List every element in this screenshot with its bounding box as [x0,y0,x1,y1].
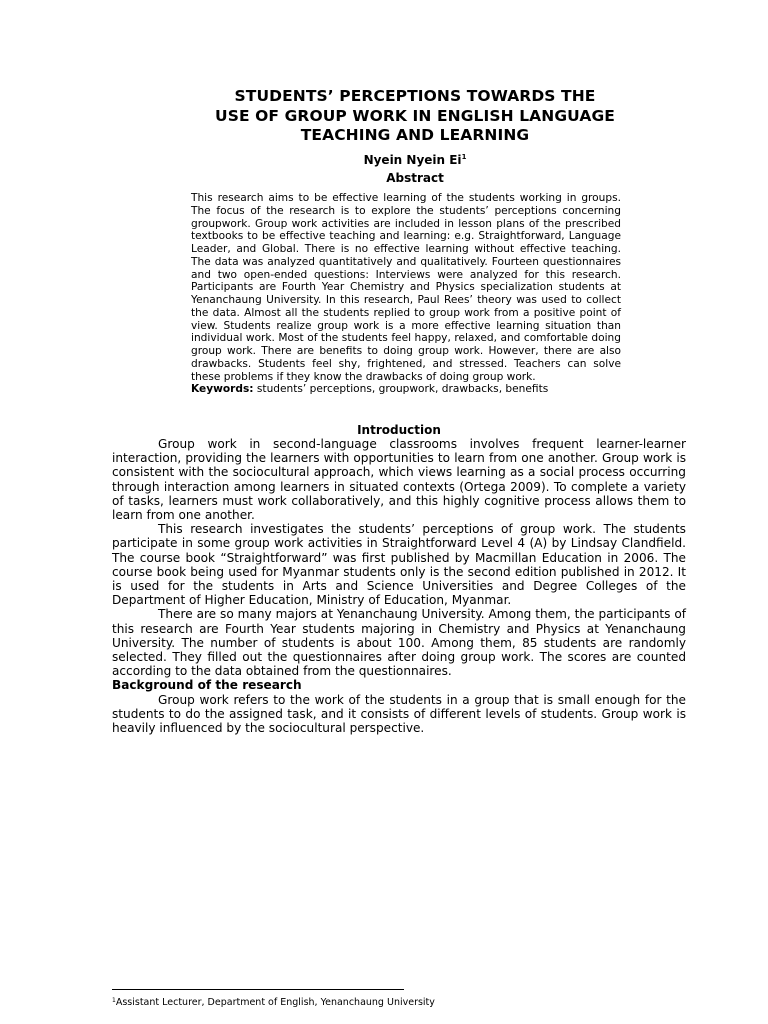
footnote [112,995,435,1009]
keywords-label: Keywords: [191,383,254,396]
paper-title [150,87,680,146]
abstract-block [191,192,621,396]
author-name: Nyein Nyein Ei [363,153,462,167]
introduction-heading: Introduction [357,423,441,437]
title-line-3: TEACHING AND LEARNING [300,126,530,144]
footnote-mark: 1 [112,997,116,1004]
intro-paragraph-1: Group work in second-language classrooms involves frequent learner-learner interaction, providing the learners with opportunities to learn from one another. Group work is consistent with the sociocultural approach, which views learning as a social process occurring through interaction among learners in situated contexts (Ortega 2009). To complete a variety of tasks, learners must work collaboratively, and this highly cognitive process allows them to learn from one another. [112,437,686,523]
background-paragraph-1: Group work refers to the work of the students in a group that is small enough for the students to do the assigned task, and it consists of different levels of students. Group work is heavily influenced by the sociocultural perspective. [112,692,686,736]
abstract-text: This research aims to be effective learning of the students working in groups. The focus of the research is to explore the students’ perceptions concerning groupwork. Group work activities are included in lesson plans of the prescribed textbooks to be effective teaching and learning: e.g. Straightforward, Language Leader, and Global. There is no effective learning without effective teaching. The data was analyzed quantitatively and qualitatively. Fourteen questionnaires and two open-ended questions: Interviews were analyzed for this research. Participants are Fourth Year Chemistry and Physics specialization students at Yenanchaung University. In this research, Paul Rees’ theory was used to collect the data. Almost all the students replied to group work from a positive point of view. Students realize group work is a more effective learning situation than individual work. Most of the students feel happy, relaxed, and comfortable doing group work. There are benefits to doing group work. However, there are also drawbacks. Students feel shy, frightened, and stressed. Teachers can solve these problems if they know the drawbacks of doing group work. [191,192,621,383]
footnote-divider [112,989,404,990]
author-footnote-mark: 1 [461,153,467,161]
keywords-line [191,383,621,396]
intro-paragraph-2: This research investigates the students’ perceptions of group work. The students participate in some group work activities in Straightforward Level 4 (A) by Lindsay Clandfield. The course book “Straightforward” was first published by Macmillan Education in 2006. The course book being used for Myanmar students only is the second edition published in 2012. It is used for the students in Arts and Science Universities and Degree Colleges of the Department of Higher Education, Ministry of Education, Myanmar. [112,522,686,608]
intro-paragraph-3: There are so many majors at Yenanchaung University. Among them, the participants of this research are Fourth Year students majoring in Chemistry and Physics at Yenanchaung University. The number of students is about 100. Among them, 85 students are randomly selected. They filled out the questionnaires after doing group work. The scores are counted according to the data obtained from the questionnaires. [112,607,686,679]
abstract-heading: Abstract [386,171,444,185]
keywords-text: students’ perceptions, groupwork, drawbacks, benefits [253,383,549,396]
author-line [150,150,680,168]
footnote-text: Assistant Lecturer, Department of English, Yenanchaung University [115,997,435,1008]
body-text [112,437,686,735]
title-line-2: USE OF GROUP WORK IN ENGLISH LANGUAGE [215,106,615,125]
title-line-1: STUDENTS’ PERCEPTIONS TOWARDS THE [234,87,596,105]
background-heading: Background of the research [112,678,302,693]
